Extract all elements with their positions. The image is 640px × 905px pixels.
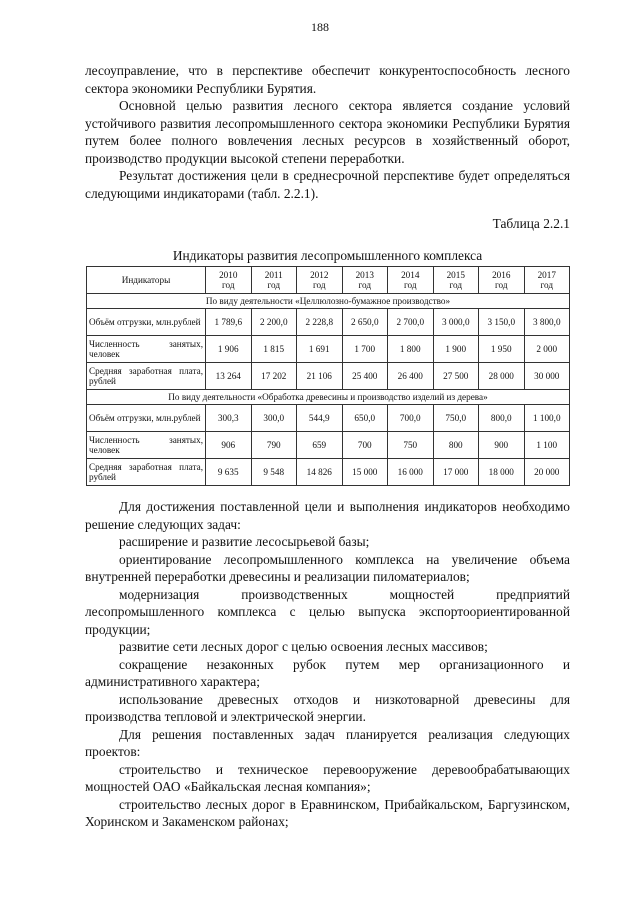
intro-text xyxy=(85,62,570,202)
indicator-value: 1 950 xyxy=(479,336,525,363)
indicator-value: 650,0 xyxy=(342,405,388,432)
indicator-value: 16 000 xyxy=(388,459,434,486)
table-row xyxy=(87,363,570,390)
indicator-value: 1 100 xyxy=(524,432,570,459)
table-title: Индикаторы развития лесопромышленного комплекса xyxy=(172,248,483,263)
indicator-value: 13 264 xyxy=(206,363,252,390)
indicator-value: 2 700,0 xyxy=(388,309,434,336)
indicators-table xyxy=(86,266,570,486)
table-row xyxy=(87,336,570,363)
indicator-name: Объём отгрузки, млн.рублей xyxy=(87,405,206,432)
year-label: 2010 xyxy=(219,269,238,280)
indicator-value: 3 000,0 xyxy=(433,309,479,336)
paragraph: модернизация производственных мощностей предприятий лесопромышленного комплекса с целью выпуска экспортоориентированной продукции; xyxy=(85,586,570,637)
paragraph: Основной целью развития лесного сектора является создание условий устойчивого развития лесопромышленного сектора экономики Республики Бурятия путем более полного вовлечения лесных ресурсов в хозяйственный оборот, производство продукции высокой степени переработки. xyxy=(85,98,570,166)
year-label: 2013 xyxy=(355,269,374,280)
indicator-value: 15 000 xyxy=(342,459,388,486)
tasks-text xyxy=(85,498,570,831)
year-header xyxy=(388,267,434,294)
paragraph: Результат достижения цели в среднесрочной перспективе будет определяться следующими индикаторами (табл. 2.2.1). xyxy=(85,168,570,201)
indicator-value: 750 xyxy=(388,432,434,459)
year-unit: год xyxy=(267,280,281,290)
year-unit: год xyxy=(403,280,417,290)
year-header xyxy=(251,267,297,294)
indicator-value: 26 400 xyxy=(388,363,434,390)
year-header xyxy=(524,267,570,294)
indicator-value: 800,0 xyxy=(479,405,525,432)
table-row xyxy=(87,405,570,432)
paragraph: Для решения поставленных задач планируется реализация следующих проектов: xyxy=(85,726,570,759)
year-unit: год xyxy=(358,280,372,290)
indicator-value: 1 906 xyxy=(206,336,252,363)
indicator-value: 25 400 xyxy=(342,363,388,390)
indicator-value: 3 800,0 xyxy=(524,309,570,336)
paragraph: строительство лесных дорог в Еравнинском, Прибайкальском, Баргузинском, Хоринском и Закаменском районах; xyxy=(85,796,570,829)
year-header xyxy=(342,267,388,294)
indicator-value: 1 800 xyxy=(388,336,434,363)
indicator-value: 30 000 xyxy=(524,363,570,390)
indicator-value: 906 xyxy=(206,432,252,459)
indicator-value: 18 000 xyxy=(479,459,525,486)
section-title: По виду деятельности «Целлюлозно-бумажное производство» xyxy=(87,294,570,309)
indicator-value: 790 xyxy=(251,432,297,459)
indicator-value: 700,0 xyxy=(388,405,434,432)
indicator-value: 300,3 xyxy=(206,405,252,432)
year-label: 2011 xyxy=(264,269,283,280)
year-label: 2014 xyxy=(401,269,420,280)
year-header xyxy=(433,267,479,294)
indicator-name: Объём отгрузки, млн.рублей xyxy=(87,309,206,336)
section-title: По виду деятельности «Обработка древесины и производство изделий из дерева» xyxy=(87,390,570,405)
indicator-value: 21 106 xyxy=(297,363,343,390)
indicator-value: 17 000 xyxy=(433,459,479,486)
indicator-value: 1 100,0 xyxy=(524,405,570,432)
indicator-value: 659 xyxy=(297,432,343,459)
year-unit: год xyxy=(494,280,508,290)
indicator-value: 1 700 xyxy=(342,336,388,363)
indicator-value: 900 xyxy=(479,432,525,459)
table-row xyxy=(87,459,570,486)
table-row xyxy=(87,309,570,336)
paragraph: сокращение незаконных рубок путем мер организационного и административного характера; xyxy=(85,656,570,689)
indicator-name: Численность занятых, человек xyxy=(87,336,206,363)
page-number: 188 xyxy=(311,20,329,34)
table-label: Таблица 2.2.1 xyxy=(492,216,570,231)
year-header xyxy=(479,267,525,294)
indicator-value: 1 691 xyxy=(297,336,343,363)
year-label: 2016 xyxy=(492,269,511,280)
indicator-name: Средняя заработная плата, рублей xyxy=(87,363,206,390)
year-unit: год xyxy=(221,280,235,290)
indicator-value: 800 xyxy=(433,432,479,459)
indicator-name: Численность занятых, человек xyxy=(87,432,206,459)
paragraph: лесоуправление, что в перспективе обеспечит конкурентоспособность лесного сектора экономики Республики Бурятия. xyxy=(85,63,570,96)
paragraph: строительство и техническое перевооружение деревообрабатывающих мощностей ОАО «Байкальская лесная компания»; xyxy=(85,761,570,794)
year-unit: год xyxy=(312,280,326,290)
indicator-value: 2 000 xyxy=(524,336,570,363)
indicator-value: 9 548 xyxy=(251,459,297,486)
indicator-value: 1 900 xyxy=(433,336,479,363)
year-unit: год xyxy=(540,280,554,290)
year-header xyxy=(297,267,343,294)
indicator-value: 750,0 xyxy=(433,405,479,432)
year-header xyxy=(206,267,252,294)
year-label: 2015 xyxy=(446,269,465,280)
year-label: 2012 xyxy=(310,269,329,280)
paragraph: развитие сети лесных дорог с целью освоения лесных массивов; xyxy=(119,639,488,654)
year-label: 2017 xyxy=(537,269,556,280)
paragraph: использование древесных отходов и низкотоварной древесины для производства тепловой и электрической энергии. xyxy=(85,691,570,724)
indicator-value: 27 500 xyxy=(433,363,479,390)
indicator-value: 1 815 xyxy=(251,336,297,363)
indicator-value: 300,0 xyxy=(251,405,297,432)
indicator-value: 2 650,0 xyxy=(342,309,388,336)
indicator-value: 14 826 xyxy=(297,459,343,486)
indicator-header: Индикаторы xyxy=(87,267,206,294)
indicator-value: 20 000 xyxy=(524,459,570,486)
paragraph: расширение и развитие лесосырьевой базы; xyxy=(119,534,370,549)
indicator-value: 1 789,6 xyxy=(206,309,252,336)
indicator-value: 2 200,0 xyxy=(251,309,297,336)
year-unit: год xyxy=(449,280,463,290)
indicator-value: 28 000 xyxy=(479,363,525,390)
indicator-value: 700 xyxy=(342,432,388,459)
indicator-name: Средняя заработная плата, рублей xyxy=(87,459,206,486)
indicator-value: 17 202 xyxy=(251,363,297,390)
indicator-value: 9 635 xyxy=(206,459,252,486)
paragraph: ориентирование лесопромышленного комплекса на увеличение объема внутренней переработки древесины и реализации пиломатериалов; xyxy=(85,551,570,584)
paragraph: Для достижения поставленной цели и выполнения индикаторов необходимо решение следующих задач: xyxy=(85,499,570,532)
indicator-value: 3 150,0 xyxy=(479,309,525,336)
indicator-value: 544,9 xyxy=(297,405,343,432)
table-row xyxy=(87,432,570,459)
indicator-value: 2 228,8 xyxy=(297,309,343,336)
